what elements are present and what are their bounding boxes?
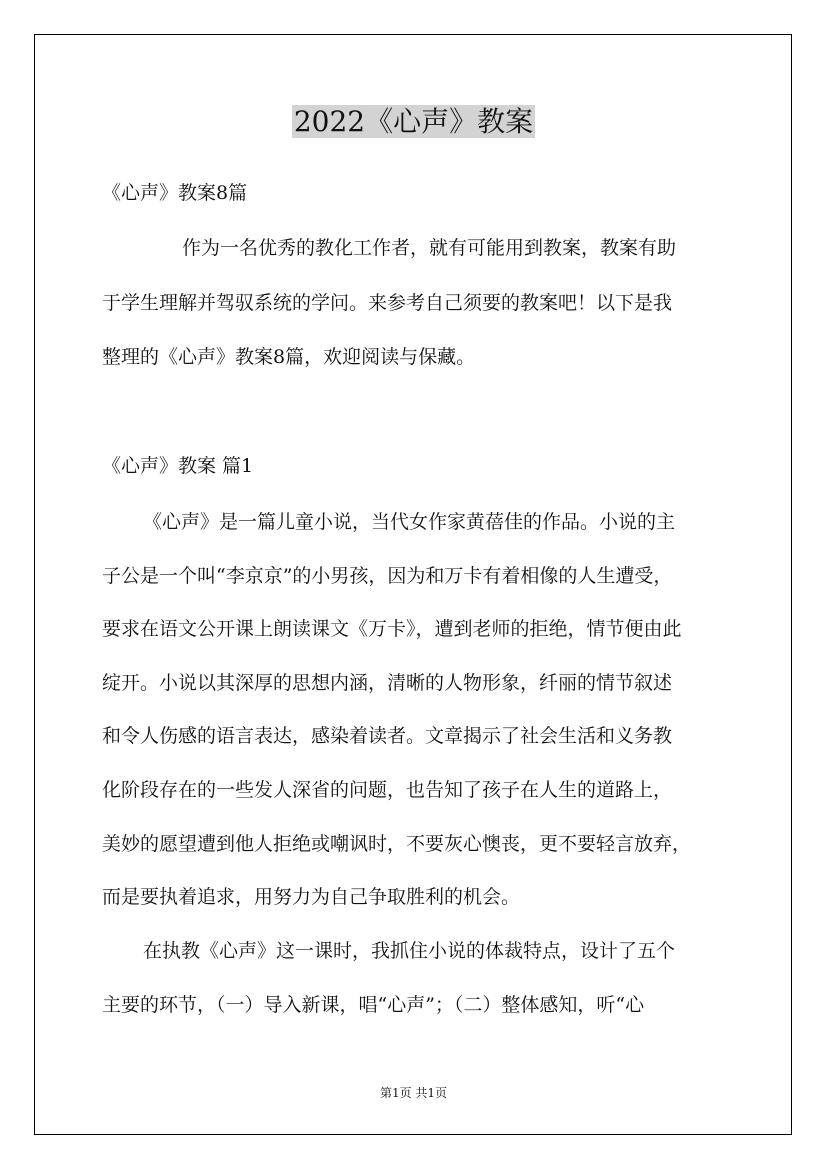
intro-line-3: 整理的《心声》教案8篇，欢迎阅读与保藏。 xyxy=(102,346,476,368)
section-heading: 《心声》教案 篇1 xyxy=(102,455,254,477)
para2-line-2: 主要的环节，（一）导入新课，唱“心声”；（二）整体感知，听“心 xyxy=(102,994,645,1016)
para1-line-1: 《心声》是一篇儿童小说，当代女作家黄蓓佳的作品。小说的主 xyxy=(143,511,676,533)
para1-line-4: 绽开。小说以其深厚的思想内涵，清晰的人物形象，纤丽的情节叙述 xyxy=(102,672,673,694)
para1-line-3: 要求在语文公开课上朗读课文《万卡》，遭到老师的拒绝，情节便由此 xyxy=(102,618,682,640)
para1-line-8: 而是要执着追求，用努力为自己争取胜利的机会。 xyxy=(102,886,521,908)
intro-line-2: 于学生理解并驾驭系统的学问。来参考自己须要的教案吧！以下是我 xyxy=(102,292,673,314)
para1-line-6: 化阶段存在的一些发人深省的问题，也告知了孩子在人生的道路上， xyxy=(102,779,673,801)
para1-line-2: 子公是一个叫“李京京”的小男孩，因为和万卡有着相像的人生遭受， xyxy=(102,565,673,587)
page-footer: 第1页 共1页 xyxy=(379,1086,448,1100)
para1-line-5: 和令人伤感的语言表达，感染着读者。文章揭示了社会生活和义务教 xyxy=(102,725,673,747)
para1-line-7: 美妙的愿望遭到他人拒绝或嘲讽时，不要灰心懊丧，更不要轻言放弃， xyxy=(102,833,692,855)
para2-line-1: 在执教《心声》这一课时，我抓住小说的体裁特点，设计了五个 xyxy=(143,940,676,962)
document-subtitle: 《心声》教案8篇 xyxy=(102,182,248,204)
intro-line-1: 作为一名优秀的教化工作者，就有可能用到教案，教案有助 xyxy=(182,237,677,259)
document-title: 2022《心声》教案 xyxy=(293,105,534,138)
